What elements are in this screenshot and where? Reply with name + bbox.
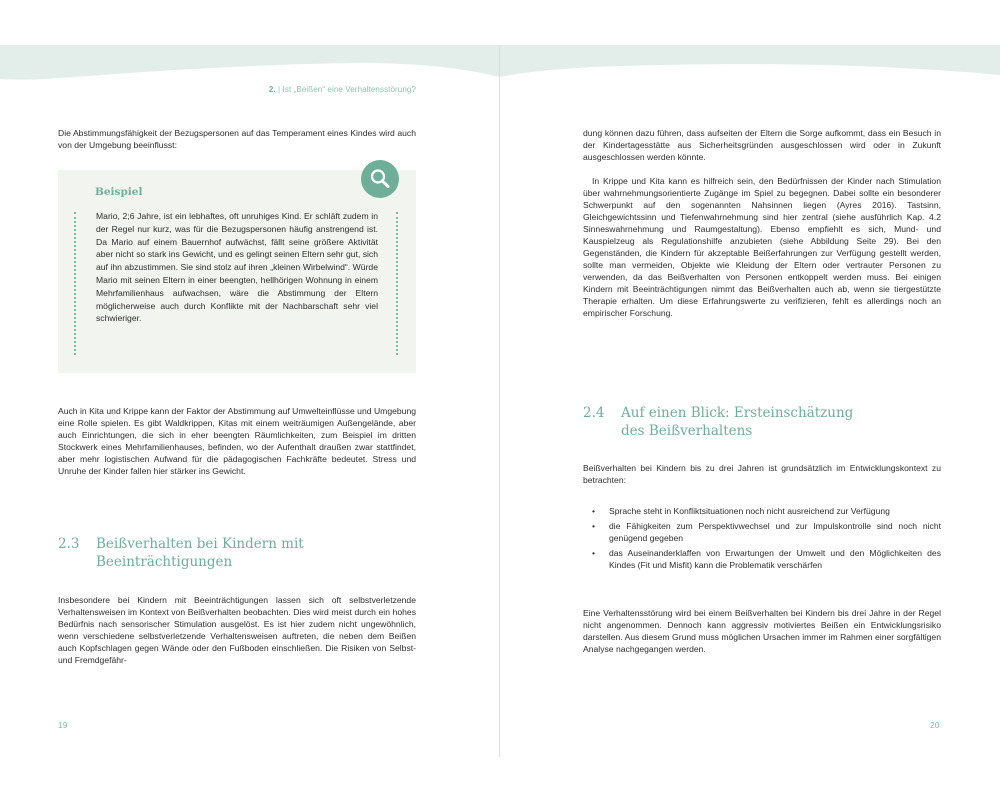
section-heading-2-3 bbox=[58, 535, 304, 571]
right-page bbox=[500, 0, 1000, 800]
chapter-number: 2. bbox=[268, 85, 276, 94]
assessment-list bbox=[583, 505, 941, 574]
list-item bbox=[583, 547, 941, 572]
running-head-separator: | bbox=[275, 85, 283, 94]
list-item bbox=[583, 505, 941, 518]
paragraph-kita: Auch in Kita und Krippe kann der Faktor der Abstimmung auf Umwelteinflüsse und Umgebung eine Rolle spielen. Es gibt Waldkrippen, Kitas mit einem weiträumigen Außengelände, aber auch Einrichtungen, die sich in eher beengten Räumlichkeiten, zum Beispiel im dritten Stockwerk eines Mehrfamilienhauses, befinden, wo der Aufenthalt draußen zwar stattfindet, aber mehr logistischen Aufwand für die pädagogischen Fachkräfte bedeutet. Stress und Unruhe der Kinder fallen hier stärker ins Gewicht. bbox=[58, 406, 416, 476]
bullet-icon: • bbox=[592, 520, 596, 531]
dotted-border-left bbox=[74, 212, 76, 355]
list-item-text: die Fähigkeiten zum Perspektivwechsel und zur Impulskontrolle sind noch nicht genügend gegeben bbox=[609, 520, 941, 544]
list-item bbox=[583, 520, 941, 545]
paragraph-entwicklungskontext: Beißverhalten bei Kindern bis zu drei Jahren ist grundsätzlich im Entwicklungskontext zu betrachten: bbox=[583, 463, 941, 485]
bullet-icon: • bbox=[592, 547, 596, 558]
section-title-line1: Auf einen Blick: Ersteinschätzung bbox=[621, 405, 854, 421]
example-title: Beispiel bbox=[95, 186, 143, 198]
paragraph-verhaltensstoerung: Eine Verhaltensstörung wird bei einem Beißverhalten bei Kindern bis drei Jahre in der Regel nicht angenommen. Dennoch kann aggressiv motiviertes Beißen ein Entwicklungsrisiko darstellen. Aus diesem Grund muss möglichen Ursachen immer im Rahmen einer sorgfältigen Analyse nachgegangen werden. bbox=[583, 608, 941, 654]
paragraph-continuation: dung können dazu führen, dass aufseiten der Eltern die Sorge aufkommt, dass ein Besuch in der Kindertagesstätte aus Sicherheitsgründen ausgeschlossen wird oder in Zukunft ausgeschlossen werden könnte. bbox=[583, 128, 941, 162]
list-item-text: Sprache steht in Konfliktsituationen noch nicht ausreichend zur Verfügung bbox=[609, 506, 890, 516]
section-title-line2: des Beißverhaltens bbox=[621, 423, 753, 439]
paragraph-beeintraechtigungen: Insbesondere bei Kindern mit Beeinträchtigungen lassen sich oft selbstverletzende Verhaltensweisen im Kontext von Beißverhalten beobachten. Dies wird meist durch ein hohes Bedürfnis nach sensorischer Stimulation ausgelöst. Es ist hier zudem nicht ungewöhnlich, wenn verschiedene selbstverletzende Verhaltensweisen auftreten, die neben dem Beißen auch Kopfschlagen gegen Wände oder den Fußboden einschließen. Die Risiken von Selbst- und Fremdgefähr- bbox=[58, 595, 416, 665]
page-number-right: 20 bbox=[930, 720, 940, 730]
chapter-title: Ist „Beißen“ eine Verhaltensstörung? bbox=[282, 85, 416, 94]
example-text: Mario, 2;6 Jahre, ist ein lebhaftes, oft unruhiges Kind. Er schläft zudem in der Regel nur kurz, was für die Bezugspersonen häufig anstrengend ist. Da Mario auf einem Bauernhof aufwächst, fällt seine größere Aktivität aber nicht so stark ins Gewicht, und es gelingt seinen Eltern sehr gut, sich auf ihn abzustimmen. Sie sind stolz auf ihren „kleinen Wirbelwind“. Würde Mario mit seinen Eltern in einer beengten, hellhörigen Wohnung in einem Mehrfamilienhaus aufwachsen, wäre die Abstimmung der Eltern möglicherweise auch durch Konflikte mit der Nachbarschaft sehr viel schwieriger. bbox=[96, 211, 378, 324]
dotted-border-right bbox=[396, 212, 398, 355]
page-number-left: 19 bbox=[58, 720, 68, 730]
section-heading-2-4 bbox=[583, 404, 853, 440]
list-item-text: das Auseinanderklaffen von Erwartungen der Umwelt und den Möglichkeiten des Kindes (Fit und Misfit) kann die Problematik verschärfen bbox=[609, 547, 941, 571]
paragraph-krippe-kita: In Krippe und Kita kann es hilfreich sein, den Bedürfnissen der Kinder nach Stimulation über wahrnehmungsorientierte Zugänge im Spiel zu begegnen. Dabei sollte ein besonderer Schwerpunkt auf den sogenannten Nahsinnen liegen (Ayres 2016). Tastsinn, Gleichgewichtssinn und Tiefenwahrnehmung sind hier zentral (siehe ausführlich Kap. 4.2 Sinneswahrnehmung und Raumgestaltung). Ebenso empfiehlt es sich, Mund- und Kauspielzeug als Regulationshilfe anzubieten (siehe Abbildung Seite 29). Bei den Gegenständen, die Kindern für akzeptable Beißerfahrungen zur Verfügung gestellt werden, sollte man vermeiden, Objekte wie Kleidung der Eltern oder vertrauter Personen zu verwenden, da das Beißverhalten von Personen entkoppelt werden muss. Bei einigen Kindern mit Beeinträchtigungen nimmt das Beißverhalten auch ab, wenn sie tiergestützte Therapie erhalten. Um diese Erfahrungswerte zu verifizieren, fehlt es allerdings noch an empirischer Forschung. bbox=[583, 176, 941, 318]
section-title-line1: Beißverhalten bei Kindern mit bbox=[96, 536, 304, 552]
bullet-icon: • bbox=[592, 506, 596, 516]
section-number: 2.3 bbox=[58, 536, 80, 552]
section-title-line2: Beeinträchtigungen bbox=[96, 554, 233, 570]
running-head bbox=[269, 85, 416, 94]
left-page bbox=[0, 0, 499, 800]
example-box bbox=[58, 170, 416, 373]
intro-paragraph: Die Abstimmungsfähigkeit der Bezugspersonen auf das Temperament eines Kindes wird auch von der Umgebung beeinflusst: bbox=[58, 128, 416, 150]
section-number: 2.4 bbox=[583, 405, 605, 421]
magnifier-icon bbox=[361, 160, 399, 198]
